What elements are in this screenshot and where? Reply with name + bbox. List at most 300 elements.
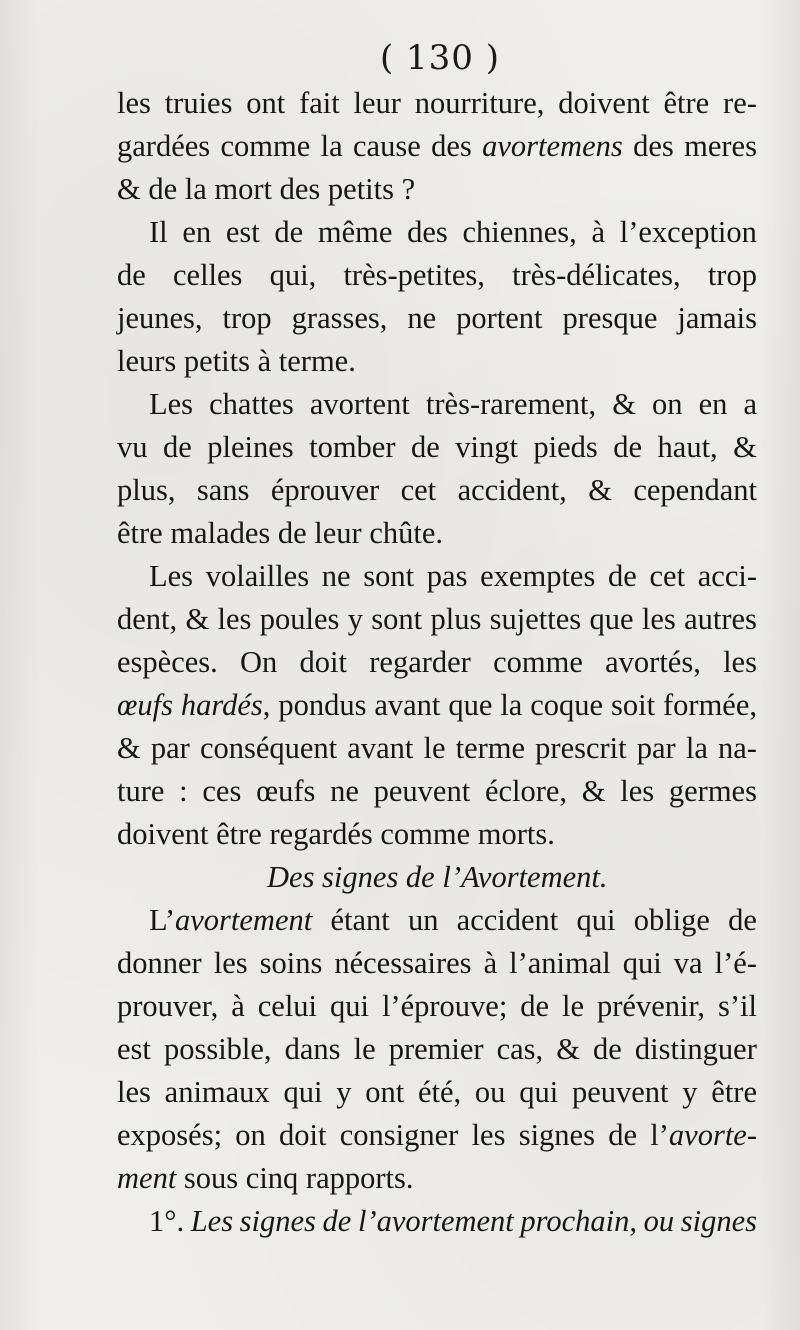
text-word	[309, 426, 395, 469]
text-word	[408, 899, 439, 942]
text-word: nourriture,	[414, 86, 545, 120]
text-word	[644, 1200, 675, 1243]
text-line	[117, 340, 757, 383]
text-word: conséquent	[199, 731, 338, 765]
text-word: qui	[283, 1075, 323, 1109]
text-word: avortés,	[605, 645, 701, 679]
text-word: &	[117, 731, 141, 765]
text-line	[117, 168, 757, 211]
text-word	[533, 426, 597, 469]
text-word	[520, 1200, 637, 1243]
text-line	[117, 82, 757, 125]
text-word: signes	[239, 1204, 316, 1238]
text-word	[117, 254, 146, 297]
text-word: de	[117, 258, 146, 292]
text-word: qui	[519, 1075, 559, 1109]
text-word	[374, 684, 440, 727]
text-word	[658, 426, 718, 469]
text-word	[633, 469, 757, 512]
text-fragment: ,	[262, 688, 271, 722]
text-word: terme	[455, 731, 526, 765]
text-word: le	[562, 989, 585, 1023]
text-line	[117, 555, 757, 598]
text-word	[664, 82, 710, 125]
text-word: oblige	[633, 903, 710, 937]
text-word	[300, 641, 347, 684]
text-word: œufs	[117, 688, 173, 722]
text-segment: Des signes de l’Avortement.	[267, 860, 608, 894]
text-word: ne	[407, 301, 437, 335]
text-word: les	[117, 1075, 151, 1109]
text-word: un	[407, 903, 439, 937]
text-word	[401, 469, 437, 512]
text-word	[520, 985, 549, 1028]
text-word	[530, 684, 603, 727]
text-word: même	[317, 215, 393, 249]
text-line	[117, 469, 757, 512]
text-word	[240, 1200, 316, 1243]
text-word	[715, 942, 757, 985]
text-word	[389, 1028, 484, 1071]
text-word	[348, 598, 363, 641]
text-word	[181, 684, 271, 727]
text-word: donner	[117, 946, 202, 980]
text-word	[718, 727, 757, 770]
text-word: de	[593, 1032, 622, 1066]
text-word: &	[581, 774, 606, 808]
text-word: meres	[684, 129, 757, 163]
text-word: pondus	[278, 688, 367, 722]
text-word	[371, 598, 422, 641]
text-word	[637, 727, 676, 770]
text-word	[354, 82, 401, 125]
text-word	[588, 469, 612, 512]
text-word	[149, 211, 168, 254]
text-line	[117, 211, 757, 254]
text-word	[684, 598, 757, 641]
text-word	[426, 383, 596, 426]
text-word	[535, 727, 626, 770]
text-word: ont	[246, 86, 286, 120]
text-word	[336, 1071, 351, 1114]
text-word: y	[336, 1075, 352, 1109]
text-word: de	[274, 215, 304, 249]
text-word: possible,	[163, 1032, 272, 1066]
text-word	[165, 1071, 270, 1114]
text-word: peuvent	[373, 774, 471, 808]
text-word	[686, 727, 708, 770]
text-word	[611, 684, 655, 727]
text-word	[318, 211, 393, 254]
text-word	[179, 770, 187, 813]
text-word	[669, 770, 757, 813]
text-word	[650, 555, 686, 598]
text-word: celles	[173, 258, 243, 292]
text-word: autres	[684, 602, 757, 636]
text-line	[117, 727, 757, 770]
text-word: acci-	[697, 559, 757, 593]
text-word: ne	[321, 559, 351, 593]
text-word: à	[231, 989, 245, 1023]
text-word: de	[613, 430, 643, 464]
text-word	[173, 254, 242, 297]
text-word: portent	[456, 301, 543, 335]
text-word	[423, 727, 445, 770]
text-word: très-petites,	[343, 258, 485, 292]
text-word	[274, 211, 303, 254]
text-word	[620, 770, 654, 813]
text-word	[207, 426, 293, 469]
text-word: en	[182, 215, 212, 249]
text-word: prévenir,	[597, 989, 706, 1023]
text-word	[117, 426, 148, 469]
text-word: On	[240, 645, 278, 679]
text-word: la	[685, 731, 708, 765]
text-word: pieds	[533, 430, 598, 464]
text-word	[365, 1071, 404, 1114]
text-word: qui,	[269, 258, 317, 292]
text-word: Il	[149, 215, 168, 249]
section-heading	[117, 856, 757, 899]
text-word	[330, 770, 359, 813]
text-word	[407, 297, 436, 340]
text-word	[117, 641, 218, 684]
text-word	[558, 82, 650, 125]
text-word: chattes	[209, 387, 294, 421]
text-word	[117, 1028, 151, 1071]
text-word: par	[150, 731, 190, 765]
text-word: qui	[576, 903, 616, 937]
text-line	[117, 254, 757, 297]
text-word	[623, 942, 662, 985]
text-word: va	[673, 946, 703, 980]
text-word	[718, 985, 757, 1028]
text-word	[456, 727, 525, 770]
text-word: haut,	[657, 430, 718, 464]
text-line	[117, 899, 757, 942]
text-word	[117, 1114, 222, 1157]
text-word	[330, 899, 389, 942]
text-word: soit	[611, 688, 656, 722]
text-word: jeunes,	[117, 301, 203, 335]
text-word	[728, 899, 757, 942]
text-word	[733, 426, 757, 469]
text-word: des	[633, 129, 674, 163]
text-word: en	[698, 387, 728, 421]
text-word	[279, 1114, 326, 1157]
text-word: cet	[649, 559, 686, 593]
text-word	[608, 1114, 637, 1157]
text-word	[431, 125, 472, 168]
text-word: distinguer	[634, 1032, 757, 1066]
text-word	[711, 1071, 757, 1114]
text-word	[576, 899, 615, 942]
text-line	[117, 641, 757, 684]
text-word: tomber	[309, 430, 396, 464]
text-word: plus	[430, 602, 482, 636]
text-word	[374, 770, 471, 813]
text-word	[509, 942, 611, 985]
text-word	[226, 211, 260, 254]
text-word	[482, 125, 623, 168]
text-word: y	[682, 1075, 698, 1109]
text-word: les	[641, 602, 676, 636]
text-word: ture	[117, 774, 165, 808]
text-word	[278, 684, 366, 727]
text-word	[591, 211, 605, 254]
text-word: que	[589, 602, 634, 636]
text-word	[677, 297, 757, 340]
text-word: l’éprouve;	[381, 989, 508, 1023]
text-word	[663, 684, 757, 727]
text-word: regarder	[369, 645, 471, 679]
text-word	[608, 555, 637, 598]
text-word: &	[185, 602, 210, 636]
text-word	[589, 598, 633, 641]
text-word: à	[591, 215, 606, 249]
text-word	[605, 641, 701, 684]
text-word: la	[500, 688, 523, 722]
text-word	[475, 1071, 506, 1114]
text-segment: & de la mort des petits ?	[117, 172, 416, 206]
text-line	[117, 942, 757, 985]
text-word: pas	[426, 559, 468, 593]
text-word: fait	[299, 86, 340, 120]
text-word: de	[520, 989, 550, 1023]
text-word: consigner	[339, 1118, 459, 1152]
text-word: espèces.	[117, 645, 218, 679]
text-word: comme	[220, 129, 311, 163]
text-word	[519, 1114, 595, 1157]
text-word: leur	[353, 86, 401, 120]
text-word: accident	[456, 903, 559, 937]
text-word	[681, 1200, 757, 1243]
text-word	[582, 770, 606, 813]
text-word	[455, 426, 518, 469]
text-word	[151, 727, 190, 770]
text-word: les	[723, 645, 757, 679]
text-word	[221, 125, 311, 168]
text-word: &	[588, 473, 612, 507]
text-word	[407, 211, 448, 254]
text-word: &	[733, 430, 757, 464]
text-word	[117, 684, 173, 727]
text-word	[256, 770, 315, 813]
text-word	[484, 942, 498, 985]
text-line	[117, 1028, 757, 1071]
text-word	[299, 82, 340, 125]
text-word	[271, 469, 379, 512]
text-word: exposés;	[117, 1118, 223, 1152]
text-word: on	[235, 1118, 266, 1152]
text-word	[323, 1200, 352, 1243]
text-word: l’animal	[509, 946, 611, 980]
text-word: truies	[164, 86, 233, 120]
text-word	[635, 1028, 757, 1071]
text-line	[117, 1071, 757, 1114]
text-word	[117, 770, 164, 813]
text-word	[493, 641, 583, 684]
text-word: volailles	[205, 559, 310, 593]
text-word	[117, 469, 175, 512]
text-word: comme	[493, 645, 583, 679]
text-word: de	[728, 903, 757, 937]
text-word: ou	[474, 1075, 506, 1109]
text-word	[458, 469, 567, 512]
text-word: &	[556, 1032, 580, 1066]
text-word: les	[620, 774, 655, 808]
text-word: les	[117, 86, 151, 120]
text-word: poules	[259, 602, 340, 636]
text-word	[164, 1028, 272, 1071]
text-word: dent,	[117, 602, 178, 636]
text-word	[197, 469, 250, 512]
text-word	[642, 598, 676, 641]
text-word: très-rarement,	[425, 387, 597, 421]
text-word: nécessaires	[334, 946, 472, 980]
text-word	[480, 555, 595, 598]
text-word	[674, 942, 703, 985]
text-word	[260, 598, 340, 641]
text-word	[652, 383, 683, 426]
text-word: est	[117, 1032, 151, 1066]
text-word	[117, 297, 203, 340]
text-word	[593, 1028, 622, 1071]
text-word	[358, 1200, 514, 1243]
text-word: été,	[417, 1075, 462, 1109]
text-word	[556, 1028, 580, 1071]
text-word	[456, 297, 542, 340]
text-word: on	[652, 387, 683, 421]
text-word: vu	[117, 430, 148, 464]
text-word: l’avortement	[357, 1204, 514, 1238]
text-word: avant	[347, 731, 414, 765]
text-word	[512, 254, 681, 297]
text-word	[223, 297, 272, 340]
text-word: peuvent	[571, 1075, 669, 1109]
text-segment: leurs petits à terme.	[117, 344, 356, 378]
text-word	[500, 684, 522, 727]
text-word	[117, 727, 141, 770]
text-word: Les	[149, 559, 194, 593]
text-word: les	[217, 602, 252, 636]
text-word	[214, 942, 248, 985]
text-word	[382, 985, 507, 1028]
text-word	[708, 254, 757, 297]
text-word: l’	[650, 1118, 669, 1152]
text-word: grasses,	[291, 301, 388, 335]
text-word: des	[407, 215, 448, 249]
text-word: jamais	[677, 301, 757, 335]
text-word	[723, 82, 757, 125]
text-word	[202, 770, 241, 813]
text-word	[612, 383, 636, 426]
text-word: ont	[365, 1075, 405, 1109]
page-number: ( 130 )	[379, 38, 501, 78]
text-word: sont	[371, 602, 423, 636]
text-word: cause	[353, 129, 421, 163]
text-word	[427, 555, 468, 598]
text-word: plus,	[117, 473, 176, 507]
text-word	[149, 555, 193, 598]
text-word: 1°.	[149, 1204, 185, 1238]
text-word	[218, 598, 252, 641]
text-word: L’	[149, 903, 175, 937]
text-word	[117, 125, 210, 168]
text-word	[650, 1114, 757, 1157]
text-word	[430, 598, 481, 641]
text-word: de	[608, 559, 637, 593]
text-word: très-délicates,	[512, 258, 681, 292]
text-word: dans	[284, 1032, 341, 1066]
text-word	[684, 125, 757, 168]
text-word: œufs	[256, 774, 316, 808]
text-word: hardés	[180, 688, 263, 722]
text-word	[292, 297, 388, 340]
text-word: des	[431, 129, 472, 163]
text-fragment: avorte-	[668, 1118, 757, 1152]
text-word: germes	[668, 774, 757, 808]
text-word: animaux	[164, 1075, 270, 1109]
text-word: pleines	[207, 430, 294, 464]
text-word	[270, 254, 317, 297]
text-word: presque	[562, 301, 658, 335]
text-word	[321, 125, 343, 168]
text-word: avortent	[309, 387, 410, 421]
text-word	[462, 211, 576, 254]
text-word	[448, 684, 492, 727]
text-word	[347, 727, 413, 770]
text-word: a	[743, 387, 757, 421]
text-word	[200, 727, 337, 770]
text-word: trop	[707, 258, 757, 292]
text-word: gardées	[117, 129, 211, 163]
text-word: na-	[717, 731, 757, 765]
text-word	[354, 1028, 376, 1071]
text-word	[633, 125, 674, 168]
text-word	[699, 383, 728, 426]
text-word	[562, 985, 584, 1028]
text-word: cependant	[633, 473, 757, 507]
text-word	[191, 1200, 233, 1243]
text-word: le	[353, 1032, 376, 1066]
text-line	[117, 512, 757, 555]
text-word	[418, 1071, 461, 1114]
text-word: être	[663, 86, 710, 120]
text-word: ne	[330, 774, 359, 808]
text-word	[620, 211, 757, 254]
text-word: ces	[202, 774, 242, 808]
text-word	[246, 82, 285, 125]
text-word: y	[347, 602, 363, 636]
text-word	[260, 942, 323, 985]
text-word	[698, 555, 757, 598]
text-word	[597, 985, 705, 1028]
text-line	[117, 426, 757, 469]
text-word	[743, 383, 757, 426]
text-word	[519, 1071, 558, 1114]
text-line	[117, 125, 757, 168]
text-word	[117, 985, 218, 1028]
text-word: ou	[643, 1204, 675, 1238]
text-word	[457, 899, 559, 942]
text-word: coque	[530, 688, 604, 722]
text-word: de	[322, 1204, 352, 1238]
text-word: celui	[257, 989, 318, 1023]
text-segment: être malades de leur chûte.	[117, 516, 444, 550]
text-word	[723, 641, 757, 684]
text-word: est	[225, 215, 260, 249]
